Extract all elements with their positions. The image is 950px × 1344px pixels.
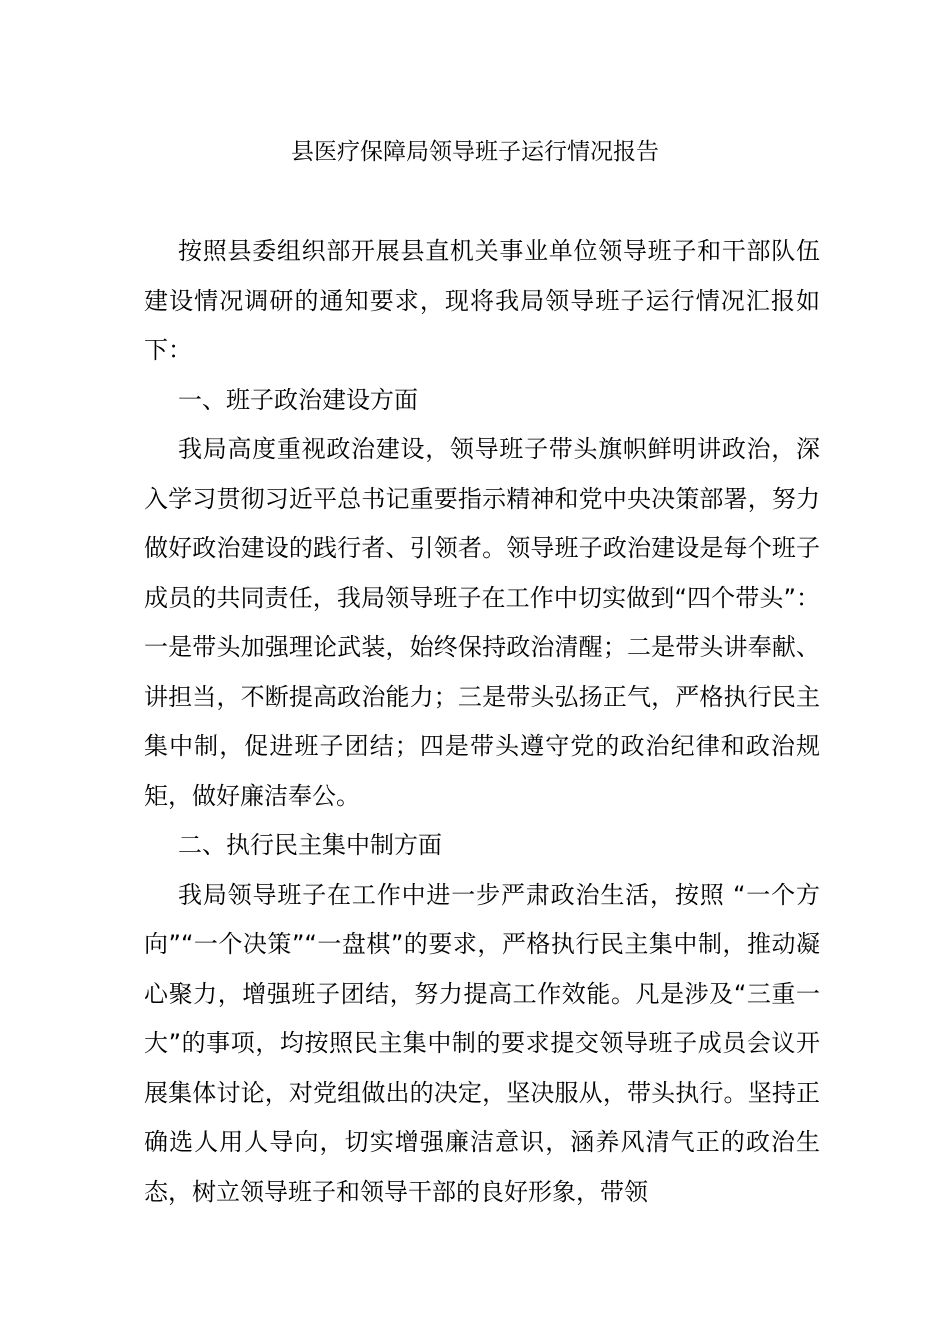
document-title: 县医疗保障局领导班子运行情况报告	[291, 139, 659, 165]
section-heading-democratic-centralism: 二、执行民主集中制方面	[178, 831, 442, 859]
intro-paragraph: 按照县委组织部开展县直机关事业单位领导班子和干部队伍建设情况调研的通知要求，现将我局领导班子运行情况汇报如下：	[144, 237, 820, 364]
section-body-democratic-centralism: 我局领导班子在工作中进一步严肃政治生活，按照 “一个方向”“一个决策”“一盘棋”的要求，严格执行民主集中制，推动凝心聚力，增强班子团结，努力提高工作效能。凡是涉及“三重一大”的事项，均按照民主集中制的要求提交领导班子成员会议开展集体讨论，对党组做出的决定，坚决服从，带头执行。坚持正确选人用人导向，切实增强廉洁意识，涵养风清气正的政治生态，树立领导班子和领导干部的良好形象，带领	[144, 880, 820, 1206]
section-heading-political-building: 一、班子政治建设方面	[178, 385, 418, 414]
section-body-political-building: 我局高度重视政治建设，领导班子带头旗帜鲜明讲政治，深入学习贯彻习近平总书记重要指示精神和党中央决策部署，努力做好政治建设的践行者、引领者。领导班子政治建设是每个班子成员的共同责任，我局领导班子在工作中切实做到“四个带头”：一是带头加强理论武装，始终保持政治清醒；二是带头讲奉献、讲担当，不断提高政治能力；三是带头弘扬正气，严格执行民主集中制，促进班子团结；四是带头遵守党的政治纪律和政治规矩，做好廉洁奉公。	[144, 435, 820, 810]
document-body	[144, 227, 820, 1217]
